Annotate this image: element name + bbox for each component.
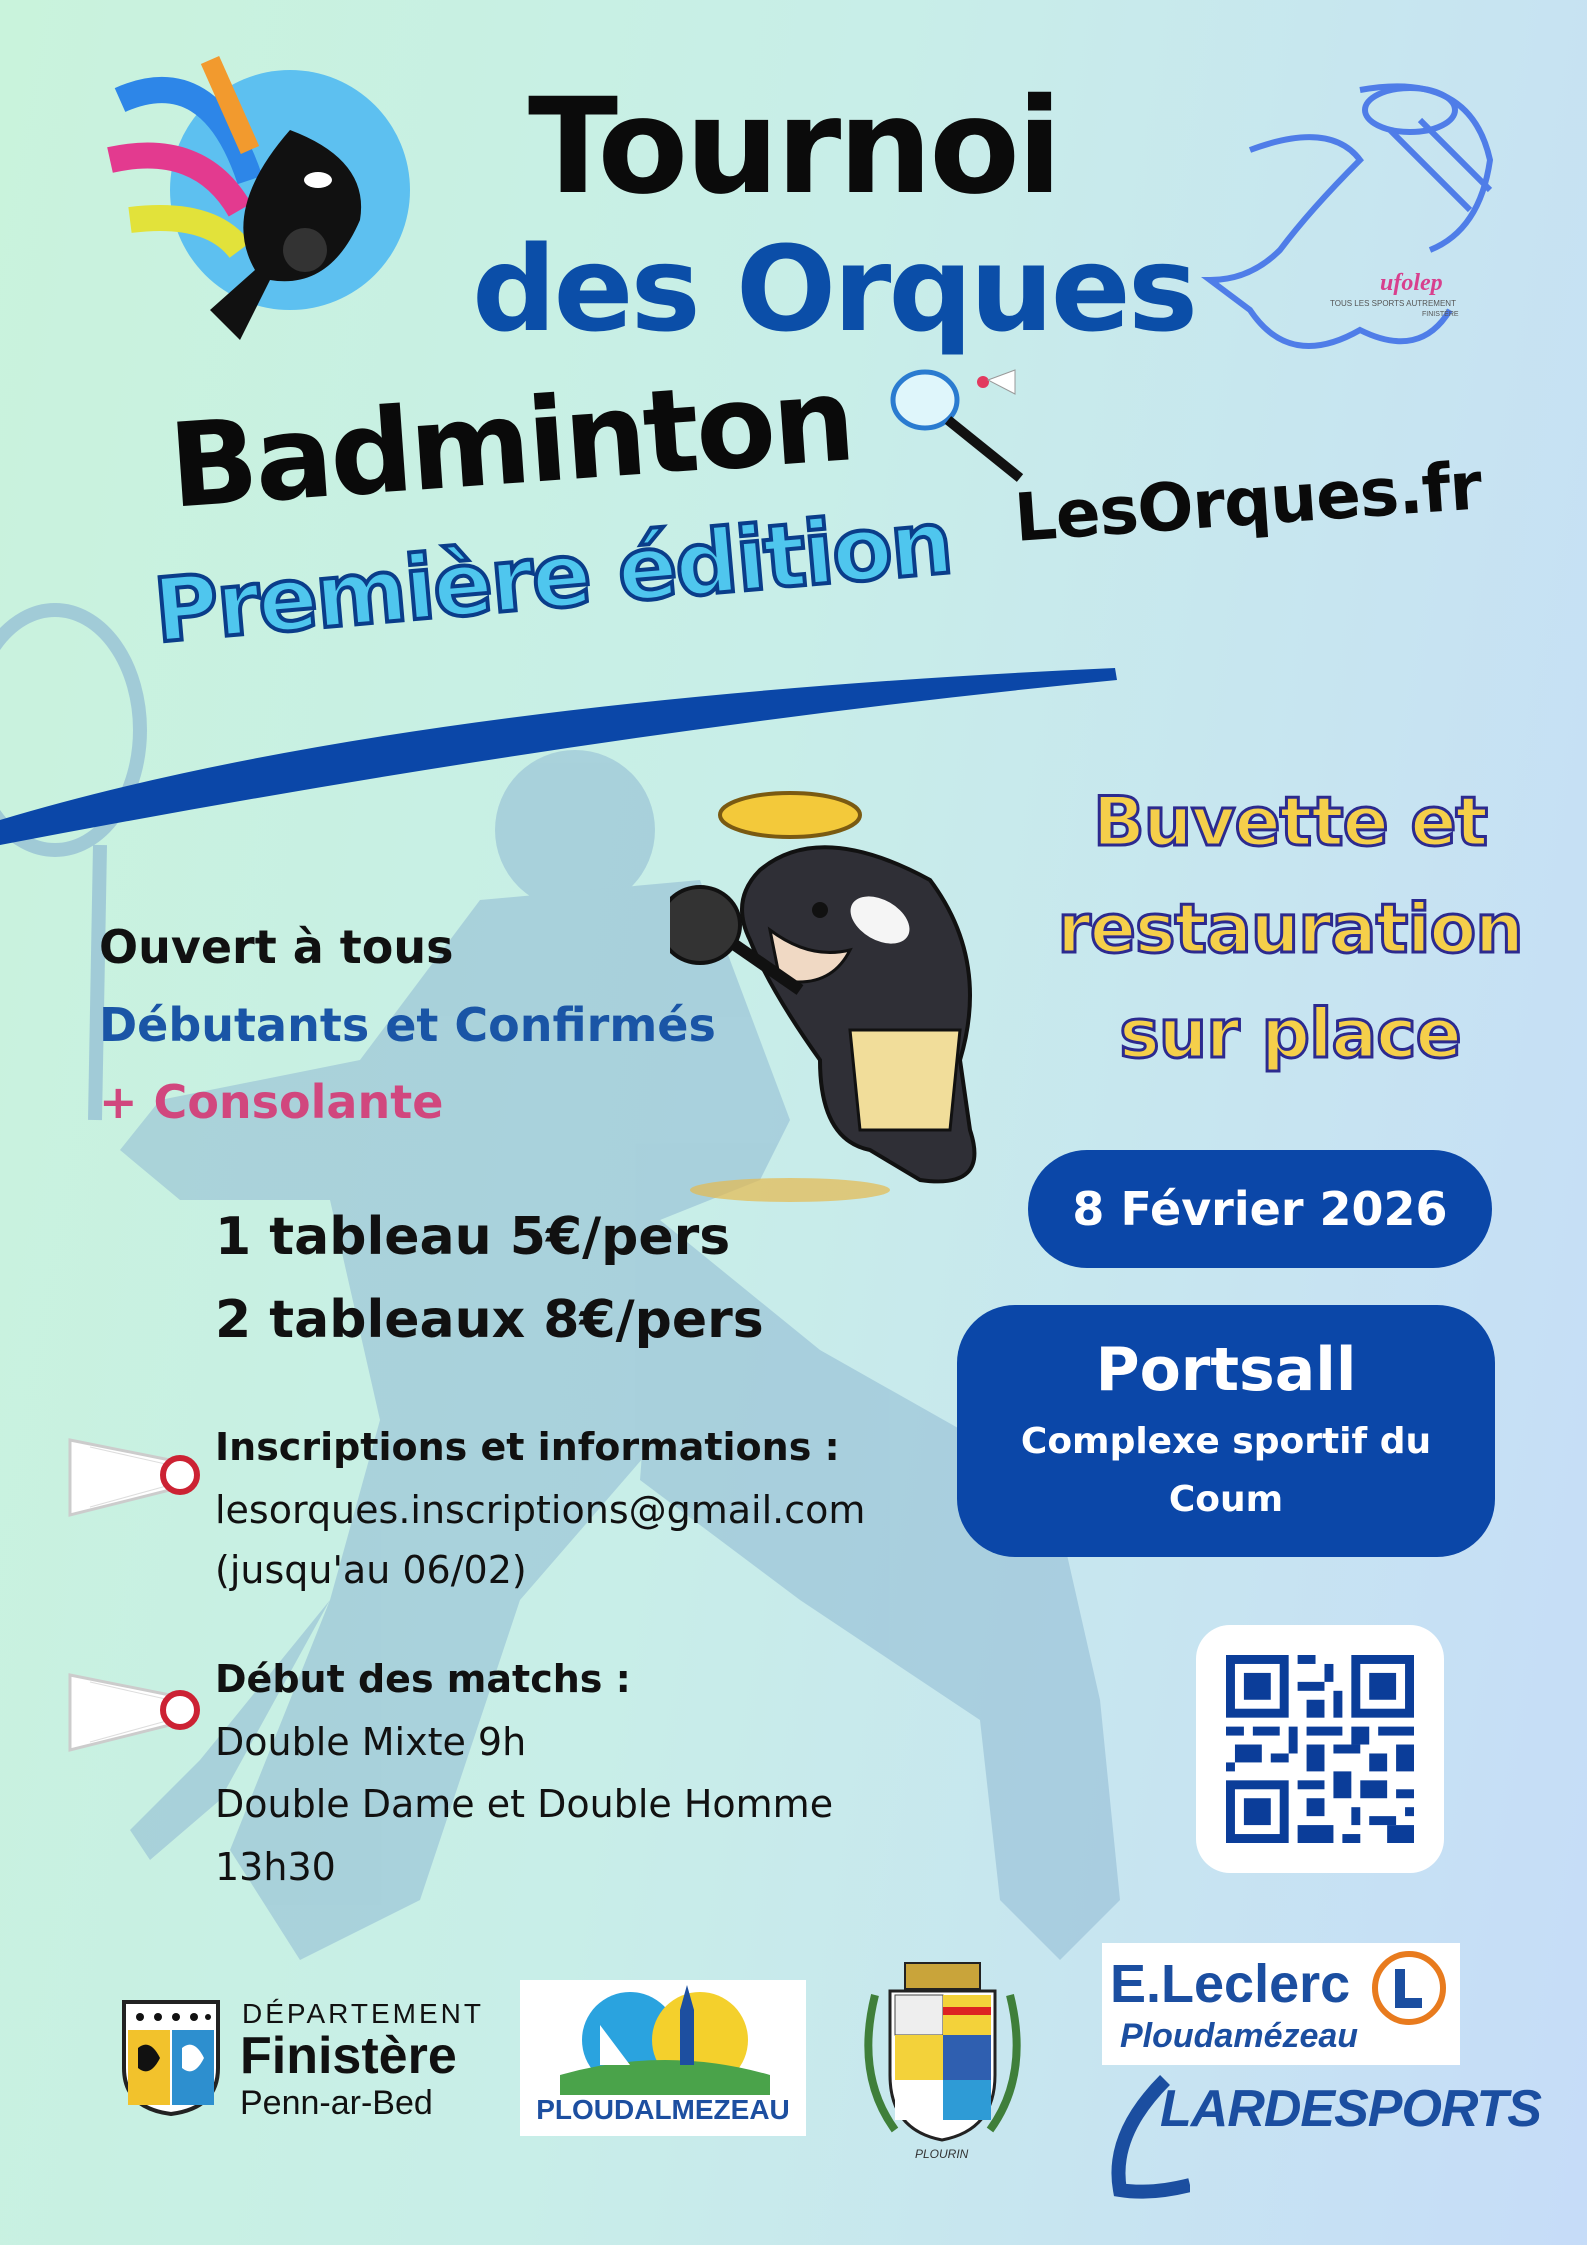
ufolep-wordmark: ufolep	[1380, 270, 1443, 296]
svg-text:FINISTÈRE: FINISTÈRE	[1422, 311, 1459, 318]
finistere-shield-icon	[120, 1998, 222, 2118]
finistere-logo: DÉPARTEMENT Finistère Penn-ar-Bed	[120, 1998, 480, 2118]
date-badge: 8 Février 2026	[1028, 1150, 1492, 1268]
title-tournoi: Tournoi	[528, 70, 1060, 224]
title-des-orques: des Orques	[472, 220, 1196, 358]
location-city: Portsall	[1095, 1335, 1357, 1405]
schedule-heading: Début des matchs :	[215, 1657, 631, 1701]
shuttlecock-icon	[60, 1425, 200, 1525]
registration-email[interactable]: lesorques.inscriptions@gmail.com	[215, 1488, 866, 1532]
edition-title: Première édition	[150, 490, 955, 663]
racket-icon	[880, 360, 1030, 490]
registration-deadline: (jusqu'au 06/02)	[215, 1548, 527, 1592]
ploudalmezeau-logo: PLOUDALMEZEAU	[520, 1980, 806, 2136]
ufolep-logo	[1190, 50, 1520, 380]
location-box	[957, 1305, 1495, 1557]
sport-title: Badminton	[165, 352, 857, 535]
buvette-line: restauration	[1057, 890, 1523, 969]
website-link[interactable]: LesOrques.fr	[1012, 447, 1484, 557]
buvette-line: Buvette et	[1092, 783, 1488, 862]
plourin-crest-logo	[855, 1955, 1030, 2165]
consolante-text: + Consolante	[99, 1075, 444, 1129]
qr-code-icon	[1226, 1655, 1414, 1843]
price-one-board: 1 tableau 5€/pers	[215, 1207, 731, 1267]
qr-code[interactable]	[1196, 1625, 1444, 1873]
registration-heading: Inscriptions et informations :	[215, 1425, 840, 1469]
location-venue: Complexe sportif du Coum	[1020, 1421, 1432, 1520]
svg-text:PLOURIN: PLOURIN	[915, 2147, 969, 2161]
leclerc-l-icon	[1372, 1951, 1446, 2025]
schedule-line: Double Mixte 9h	[215, 1720, 527, 1764]
schedule-line: Double Dame et Double Homme	[215, 1782, 834, 1826]
leclerc-logo: E.Leclerc Ploudamézeau	[1102, 1943, 1460, 2065]
open-to-all: Ouvert à tous	[99, 920, 454, 974]
price-two-boards: 2 tableaux 8€/pers	[215, 1290, 764, 1350]
lardesports-logo: LARDESPORTS	[1090, 2075, 1490, 2205]
buvette-line: sur place	[1119, 995, 1461, 1074]
levels-text: Débutants et Confirmés	[99, 998, 716, 1052]
shuttlecock-icon	[60, 1660, 200, 1760]
schedule-line: 13h30	[215, 1845, 336, 1889]
orca-chef-mascot	[670, 760, 1010, 1210]
svg-text:TOUS LES SPORTS AUTREMENT: TOUS LES SPORTS AUTREMENT	[1330, 299, 1456, 308]
orques-logo	[90, 40, 420, 360]
ploudalmezeau-emblem-icon	[560, 1985, 770, 2095]
